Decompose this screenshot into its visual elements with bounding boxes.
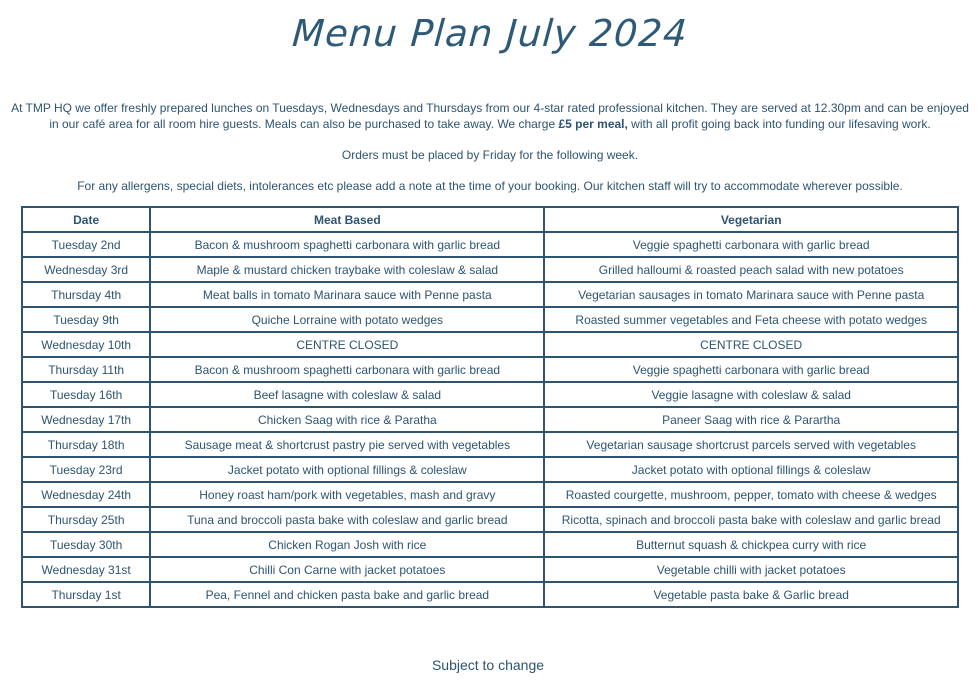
- footer-note: Subject to change: [431, 657, 545, 673]
- intro-text: [10, 100, 970, 194]
- vegetarian-cell: Veggie lasagne with coleslaw & salad: [544, 382, 958, 407]
- menu-table: [21, 206, 959, 608]
- menu-table-body: [22, 232, 958, 607]
- date-cell: Wednesday 17th: [22, 407, 150, 432]
- table-row: [22, 357, 958, 382]
- vegetarian-cell: Vegetable pasta bake & Garlic bread: [544, 582, 958, 607]
- date-cell: Tuesday 30th: [22, 532, 150, 557]
- meat-cell: Sausage meat & shortcrust pastry pie served with vegetables: [150, 432, 544, 457]
- date-cell: Tuesday 9th: [22, 307, 150, 332]
- table-row: [22, 232, 958, 257]
- table-header-row: [22, 207, 958, 232]
- table-row: [22, 507, 958, 532]
- table-row: [22, 457, 958, 482]
- vegetarian-cell: Roasted summer vegetables and Feta cheese with potato wedges: [544, 307, 958, 332]
- meat-cell: Pea, Fennel and chicken pasta bake and garlic bread: [150, 582, 544, 607]
- vegetarian-cell: Ricotta, spinach and broccoli pasta bake with coleslaw and garlic bread: [544, 507, 958, 532]
- table-row: [22, 432, 958, 457]
- date-cell: Wednesday 31st: [22, 557, 150, 582]
- date-cell: Thursday 11th: [22, 357, 150, 382]
- date-cell: Wednesday 3rd: [22, 257, 150, 282]
- meat-cell: Bacon & mushroom spaghetti carbonara with garlic bread: [150, 232, 544, 257]
- table-row: [22, 307, 958, 332]
- table-row: [22, 282, 958, 307]
- date-cell: Tuesday 16th: [22, 382, 150, 407]
- meat-cell: CENTRE CLOSED: [150, 332, 544, 357]
- meat-cell: Chicken Saag with rice & Paratha: [150, 407, 544, 432]
- meat-cell: Honey roast ham/pork with vegetables, mash and gravy: [150, 482, 544, 507]
- header-vegetarian: Vegetarian: [544, 207, 958, 232]
- meat-cell: Meat balls in tomato Marinara sauce with Penne pasta: [150, 282, 544, 307]
- page-title: Menu Plan July 2024: [290, 12, 690, 55]
- intro-paragraph-pricing: [10, 100, 970, 132]
- table-row: [22, 532, 958, 557]
- header-meat-based: Meat Based: [150, 207, 544, 232]
- header-date: Date: [22, 207, 150, 232]
- meat-cell: Chicken Rogan Josh with rice: [150, 532, 544, 557]
- vegetarian-cell: CENTRE CLOSED: [544, 332, 958, 357]
- meat-cell: Bacon & mushroom spaghetti carbonara with garlic bread: [150, 357, 544, 382]
- intro-paragraph-allergens: For any allergens, special diets, intolerances etc please add a note at the time of your booking. Our kitchen staff will try to accommodate wherever possible.: [77, 179, 903, 193]
- vegetarian-cell: Roasted courgette, mushroom, pepper, tomato with cheese & wedges: [544, 482, 958, 507]
- meat-cell: Maple & mustard chicken traybake with coleslaw & salad: [150, 257, 544, 282]
- table-row: [22, 582, 958, 607]
- meat-cell: Jacket potato with optional fillings & coleslaw: [150, 457, 544, 482]
- vegetarian-cell: Paneer Saag with rice & Parartha: [544, 407, 958, 432]
- table-row: [22, 257, 958, 282]
- vegetarian-cell: Jacket potato with optional fillings & coleslaw: [544, 457, 958, 482]
- table-row: [22, 407, 958, 432]
- table-row: [22, 332, 958, 357]
- vegetarian-cell: Veggie spaghetti carbonara with garlic bread: [544, 357, 958, 382]
- intro-pricing-pre: At TMP HQ we offer freshly prepared lunches on Tuesdays, Wednesdays and Thursdays from our 4-star rated professional kitchen. They are served at 12.30pm and can be enjoyed in our café area for all room hire guests. Meals can also be purchased to take away. We charge: [11, 101, 969, 131]
- date-cell: Thursday 4th: [22, 282, 150, 307]
- meat-cell: Tuna and broccoli pasta bake with coleslaw and garlic bread: [150, 507, 544, 532]
- date-cell: Tuesday 2nd: [22, 232, 150, 257]
- table-row: [22, 382, 958, 407]
- vegetarian-cell: Vegetarian sausages in tomato Marinara sauce with Penne pasta: [544, 282, 958, 307]
- price-highlight: £5 per meal,: [558, 117, 628, 131]
- meat-cell: Quiche Lorraine with potato wedges: [150, 307, 544, 332]
- vegetarian-cell: Vegetarian sausage shortcrust parcels served with vegetables: [544, 432, 958, 457]
- table-row: [22, 557, 958, 582]
- vegetarian-cell: Grilled halloumi & roasted peach salad with new potatoes: [544, 257, 958, 282]
- date-cell: Thursday 1st: [22, 582, 150, 607]
- vegetarian-cell: Vegetable chilli with jacket potatoes: [544, 557, 958, 582]
- date-cell: Tuesday 23rd: [22, 457, 150, 482]
- table-row: [22, 482, 958, 507]
- meat-cell: Beef lasagne with coleslaw & salad: [150, 382, 544, 407]
- date-cell: Thursday 25th: [22, 507, 150, 532]
- intro-pricing-post: with all profit going back into funding our lifesaving work.: [627, 117, 931, 131]
- vegetarian-cell: Butternut squash & chickpea curry with rice: [544, 532, 958, 557]
- date-cell: Wednesday 10th: [22, 332, 150, 357]
- vegetarian-cell: Veggie spaghetti carbonara with garlic bread: [544, 232, 958, 257]
- meat-cell: Chilli Con Carne with jacket potatoes: [150, 557, 544, 582]
- date-cell: Thursday 18th: [22, 432, 150, 457]
- intro-paragraph-orders: Orders must be placed by Friday for the following week.: [341, 148, 639, 162]
- date-cell: Wednesday 24th: [22, 482, 150, 507]
